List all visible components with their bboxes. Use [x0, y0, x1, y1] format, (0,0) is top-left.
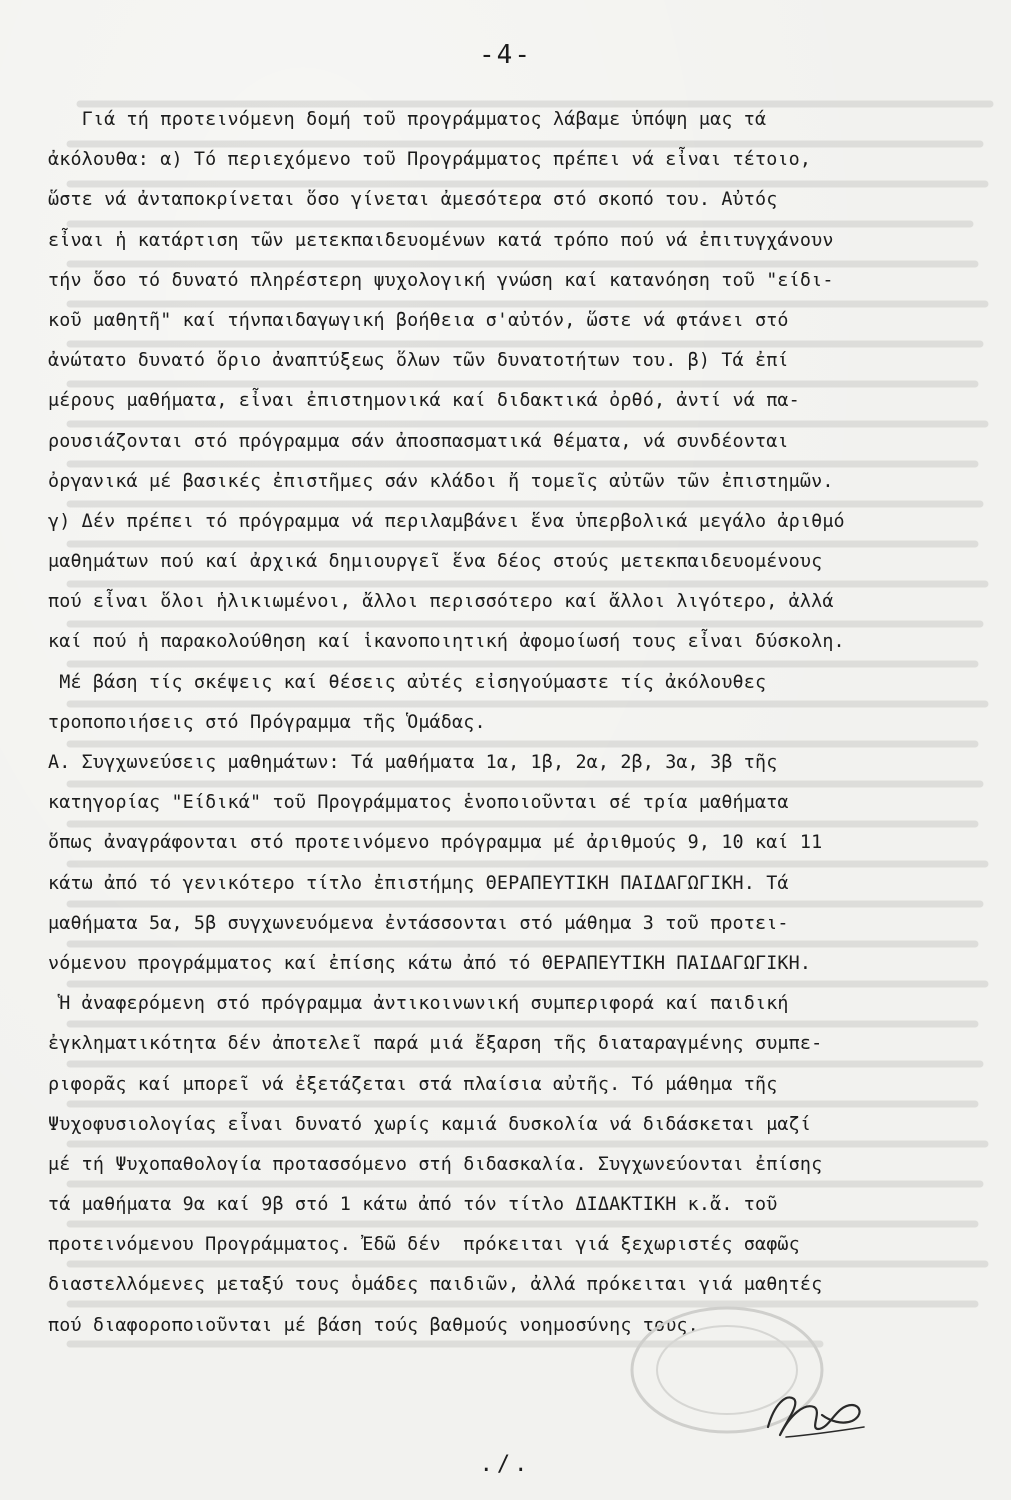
text-line: κάτω ἀπό τό γενικότερο τίτλο ἐπιστήμης ΘΕΡΑΠΕΥΤΙΚΗ ΠΑΙΔΑΓΩΓΙΚΗ. Τά	[48, 872, 789, 894]
text-line: τροποποιήσεις στό Πρόγραμμα τῆς Ὁμάδας.	[48, 711, 486, 733]
text-line: ριφορᾶς καί μπορεῖ νά ἐξετάζεται στά πλαίσια αὐτῆς. Τό μάθημα τῆς	[48, 1073, 778, 1095]
text-line: καί πού ἡ παρακολούθηση καί ἱκανοποιητική ἀφομοίωσή τους εἶναι δύσκολη.	[48, 631, 845, 653]
text-line: διαστελλόμενες μεταξύ τους ὁμάδες παιδιῶν, ἀλλά πρόκειται γιά μαθητές	[48, 1274, 823, 1296]
text-line: ἐγκληματικότητα δέν ἀποτελεῖ παρά μιά ἔξαρση τῆς διαταραγμένης συμπε-	[48, 1033, 823, 1055]
text-line: μαθημάτων πού καί ἀρχικά δημιουργεῖ ἕνα δέος στούς μετεκπαιδευομένους	[48, 551, 823, 573]
text-line: προτεινόμενου Προγράμματος. Ἐδῶ δέν πρόκειται γιά ξεχωριστές σαφῶς	[48, 1234, 800, 1256]
text-line: ἀκόλουθα: α) Τό περιεχόμενο τοῦ Προγράμματος πρέπει νά εἶναι τέτοιο,	[48, 149, 812, 171]
text-line: τήν ὅσο τό δυνατό πληρέστερη ψυχολογική γνώση καί κατανόηση τοῦ "είδι-	[48, 269, 834, 291]
text-line: νόμενου προγράμματος καί ἐπίσης κάτω ἀπό τό ΘΕΡΑΠΕΥΤΙΚΗ ΠΑΙΔΑΓΩΓΙΚΗ.	[48, 952, 812, 974]
document-body	[48, 100, 998, 1346]
page-number: -4-	[479, 40, 532, 70]
text-line: ἀνώτατο δυνατό ὅριο ἀναπτύξεως ὅλων τῶν δυνατοτήτων του. β) Τά ἐπί	[48, 350, 789, 372]
text-line: εἶναι ἡ κατάρτιση τῶν μετεκπαιδευομένων κατά τρόπο πού νά ἐπιτυγχάνουν	[48, 229, 834, 251]
signature-icon	[760, 1385, 870, 1445]
text-line: κατηγορίας "Είδικά" τοῦ Προγράμματος ἑνοποιοῦνται σέ τρία μαθήματα	[48, 792, 789, 814]
text-line: γ) Δέν πρέπει τό πρόγραμμα νά περιλαμβάνει ἕνα ὑπερβολικά μεγάλο ἀριθμό	[48, 510, 845, 532]
continuation-mark: ./.	[479, 1452, 532, 1477]
text-line: τά μαθήματα 9α καί 9β στό 1 κάτω ἀπό τόν τίτλο ΔΙΔΑΚΤΙΚΗ κ.ἄ. τοῦ	[48, 1194, 778, 1216]
text-line: ὀργανικά μέ βασικές ἐπιστῆμες σάν κλάδοι ἤ τομεῖς αὐτῶν τῶν ἐπιστημῶν.	[48, 470, 834, 492]
text-line: μέρους μαθήματα, εἶναι ἐπιστημονικά καί διδακτικά ὀρθό, ἀντί νά πα-	[48, 390, 800, 412]
text-line: Ψυχοφυσιολογίας εἶναι δυνατό χωρίς καμιά δυσκολία νά διδάσκεται μαζί	[48, 1113, 812, 1135]
text-line: ὅπως ἀναγράφονται στό προτεινόμενο πρόγραμμα μέ ἀριθμούς 9, 10 καί 11	[48, 832, 823, 854]
text-line: ρουσιάζονται στό πρόγραμμα σάν ἀποσπασματικά θέματα, νά συνδέονται	[48, 430, 789, 452]
text-line: πού εἶναι ὅλοι ἡλικιωμένοι, ἄλλοι περισσότερο καί ἄλλοι λιγότερο, ἀλλά	[48, 591, 834, 613]
text-line: πού διαφοροποιοῦνται μέ βάση τούς βαθμούς νοημοσύνης τους.	[48, 1314, 699, 1336]
text-line: μέ τή Ψυχοπαθολογία προτασσόμενο στή διδασκαλία. Συγχωνεύονται ἐπίσης	[48, 1153, 823, 1175]
text-line: Μέ βάση τίς σκέψεις καί θέσεις αὐτές εἰσηγούμαστε τίς ἀκόλουθες	[48, 671, 767, 693]
text-line: Γιά τή προτεινόμενη δομή τοῦ προγράμματος λάβαμε ὑπόψη μας τά	[48, 109, 767, 130]
text-line: κοῦ μαθητῆ" καί τήνπαιδαγωγική βοήθεια σ'αὐτόν, ὥστε νά φτάνει στό	[48, 309, 789, 331]
text-line: μαθήματα 5α, 5β συγχωνευόμενα ἐντάσσονται στό μάθημα 3 τοῦ προτει-	[48, 912, 789, 934]
text-line: ὥστε νά ἀνταποκρίνεται ὅσο γίνεται ἀμεσότερα στό σκοπό του. Αὐτός	[48, 189, 778, 211]
text-line: Α. Συγχωνεύσεις μαθημάτων: Τά μαθήματα 1α, 1β, 2α, 2β, 3α, 3β τῆς	[48, 752, 778, 773]
text-line: Ἡ ἀναφερόμενη στό πρόγραμμα ἀντικοινωνική συμπεριφορά καί παιδική	[48, 993, 789, 1015]
